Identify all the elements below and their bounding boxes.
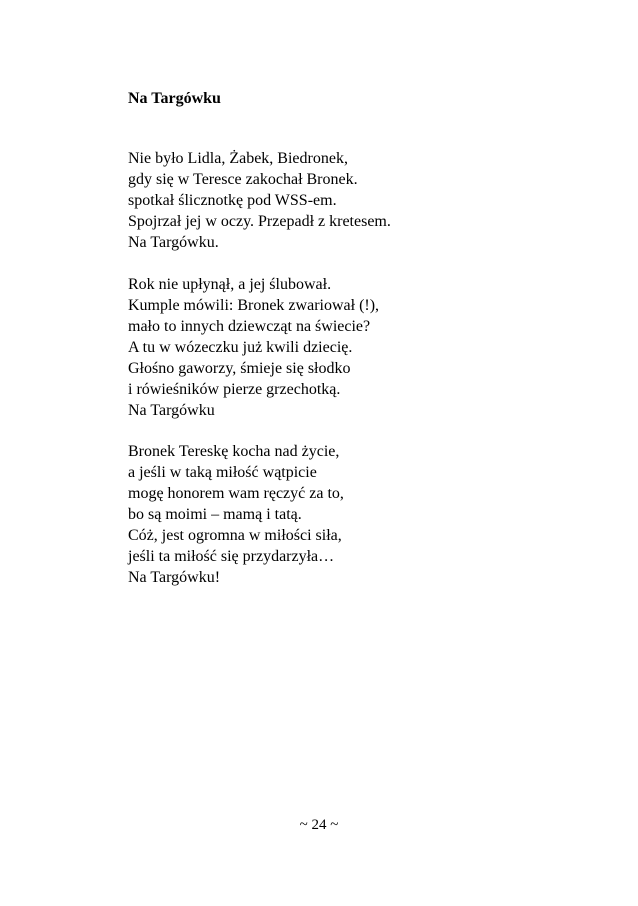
stanza-2 <box>128 274 379 421</box>
poem-line: Bronek Tereskę kocha nad życie, <box>128 443 340 460</box>
poem-line: spotkał ślicznotkę pod WSS-em. <box>128 192 337 209</box>
page-number: ~ 24 ~ <box>299 817 339 833</box>
poem-line: Cóż, jest ogromna w miłości siła, <box>128 527 342 544</box>
poem-line: mało to innych dziewcząt na świecie? <box>128 318 371 335</box>
poem-line: Na Targówku! <box>128 569 221 586</box>
poem-line: A tu w wózeczku już kwili dziecię. <box>128 339 353 356</box>
poem-line: Głośno gaworzy, śmieje się słodko <box>128 360 351 377</box>
poem-line: Rok nie upłynął, a jej ślubował. <box>128 276 332 293</box>
poem-line: gdy się w Teresce zakochał Bronek. <box>128 171 358 188</box>
poem-line: Nie było Lidla, Żabek, Biedronek, <box>128 150 348 167</box>
poem-title: Na Targówku <box>128 90 221 107</box>
poem-line: Kumple mówili: Bronek zwariował (!), <box>128 297 380 314</box>
poem-line: jeśli ta miłość się przydarzyła… <box>128 548 335 565</box>
poem-line: Na Targówku <box>128 402 215 419</box>
stanza-3 <box>128 441 344 588</box>
poem-line: Na Targówku. <box>128 234 219 251</box>
poem-line: Spojrzał jej w oczy. Przepadł z kretesem. <box>128 213 391 230</box>
poem-line: bo są moimi – mamą i tatą. <box>128 506 302 523</box>
stanza-1 <box>128 148 391 253</box>
poem-line: mogę honorem wam ręczyć za to, <box>128 485 344 502</box>
poem-line: a jeśli w taką miłość wątpicie <box>128 464 317 481</box>
poem-line: i rówieśników pierze grzechotką. <box>128 381 341 398</box>
